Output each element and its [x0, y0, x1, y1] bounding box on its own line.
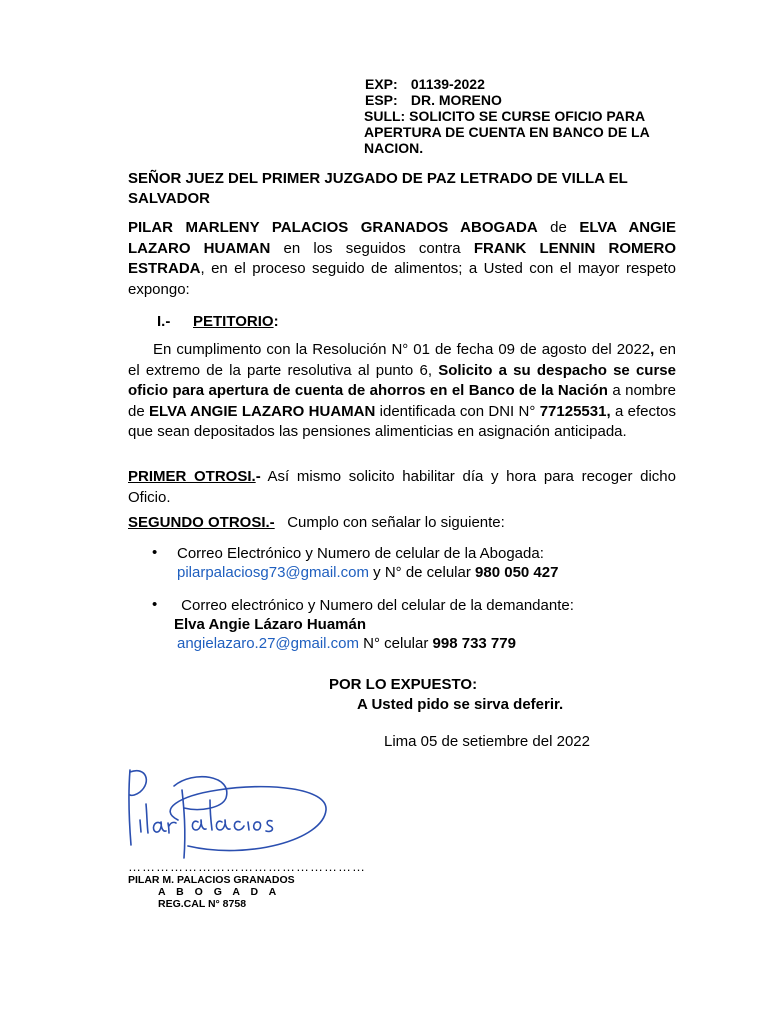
petitorio-text-2: en el extremo de la parte resolutiva al punto 6,	[128, 341, 676, 379]
signer-registration: REG.CAL N° 8758	[158, 898, 247, 910]
exp-value: 01139-2022	[410, 76, 485, 92]
handwritten-signature	[118, 760, 338, 860]
petitorio-text-1: En cumplimento con la Resolución N° 01 de fecha 09 de agosto del 2022	[153, 341, 651, 358]
petitorio-heading	[157, 313, 279, 330]
primer-otrosi-text: Así mismo solicito habilitar día y hora para recoger dicho Oficio.	[128, 468, 676, 506]
intro-text-2: en los seguidos contra	[270, 239, 474, 257]
petitorio-comma: ,	[650, 341, 655, 358]
primer-otrosi-dash: -	[255, 468, 261, 485]
esp-row	[363, 92, 650, 108]
primer-otrosi-label: PRIMER OTROSI.	[128, 468, 256, 485]
sull-line-3: NACION.	[364, 140, 424, 156]
defendant-name: FRANK LENNIN ROMERO ESTRADA	[128, 239, 676, 277]
lawyer-contact-text	[177, 544, 676, 582]
claimant-email[interactable]: angielazaro.27@gmail.com	[177, 635, 359, 652]
signer-title: A B O G A D A	[158, 886, 281, 898]
sull-line-1: SULL: SOLICITO SE CURSE OFICIO PARA	[364, 108, 646, 124]
claimant-contact-label: Correo electrónico y Numero del celular de la demandante:	[177, 597, 574, 614]
petitorio-text-3: a nombre de	[128, 382, 676, 420]
lawyer-phone-label: y N° de celular	[368, 564, 476, 581]
claimant-contact-text	[174, 596, 676, 653]
list-item-lawyer-contact	[152, 544, 676, 582]
bullet-icon: •	[152, 544, 158, 561]
addressee: SEÑOR JUEZ DEL PRIMER JUZGADO DE PAZ LETRADO DE VILLA EL SALVADOR	[128, 170, 628, 207]
claimant-name: Elva Angie Lázaro Huamán	[174, 616, 366, 633]
dni-number: 77125531,	[539, 402, 611, 420]
lawyer-email[interactable]: pilarpalaciosg73@gmail.com	[177, 564, 369, 581]
section-number: I.-	[157, 313, 171, 330]
petitorio-paragraph	[128, 340, 676, 443]
esp-label: ESP:	[365, 92, 398, 108]
section-title: PETITORIO	[193, 313, 274, 330]
signer-name: PILAR M. PALACIOS GRANADOS	[128, 874, 295, 886]
conclusion-line-2: A Usted pido se sirva deferir.	[357, 696, 564, 713]
petitorio-text-4: identificada con DNI N°	[375, 402, 540, 420]
section-colon: :	[273, 313, 279, 330]
segundo-otrosi-text: Cumplo con señalar lo siguiente:	[274, 514, 505, 531]
claimant-phone-label: N° celular	[359, 635, 433, 652]
lawyer-contact-label: Correo Electrónico y Numero de celular de la Abogada:	[177, 545, 544, 562]
conclusion-line-1: POR LO EXPUESTO:	[329, 676, 478, 693]
lawyer-name: PILAR MARLENY PALACIOS GRANADOS ABOGADA	[128, 219, 538, 236]
exp-row	[363, 76, 650, 92]
case-header	[363, 76, 650, 156]
intro-text-1: de	[537, 219, 580, 236]
petitorio-text-5: a efectos que sean depositados las pensiones alimenticias en asignación anticipada.	[128, 402, 676, 440]
signer-block	[128, 874, 295, 910]
segundo-otrosi	[128, 514, 676, 531]
bullet-icon: •	[152, 596, 158, 613]
esp-value: DR. MORENO	[410, 92, 502, 108]
place-and-date: Lima 05 de setiembre del 2022	[384, 733, 590, 750]
exp-label: EXP:	[365, 76, 398, 92]
primer-otrosi	[128, 467, 676, 508]
petitorio-request: Solicito a su despacho se curse oficio para apertura de cuenta de ahorros en el Banco de la Nación	[128, 361, 676, 399]
client-name: ELVA ANGIE LAZARO HUAMAN	[128, 219, 676, 257]
intro-text-3: , en el proceso seguido de alimentos; a Usted con el mayor respeto expongo:	[128, 260, 676, 298]
segundo-otrosi-label: SEGUNDO OTROSI.-	[128, 514, 275, 531]
intro-paragraph	[128, 218, 676, 300]
sull-line-2: APERTURA DE CUENTA EN BANCO DE LA	[364, 124, 650, 140]
signature-line: ……………………………………………	[128, 859, 366, 874]
lawyer-phone: 980 050 427	[475, 564, 559, 581]
claimant-phone: 998 733 779	[432, 635, 516, 652]
list-item-claimant-contact	[152, 596, 676, 653]
conclusion	[329, 675, 563, 715]
beneficiary-name: ELVA ANGIE LAZARO HUAMAN	[149, 402, 376, 420]
